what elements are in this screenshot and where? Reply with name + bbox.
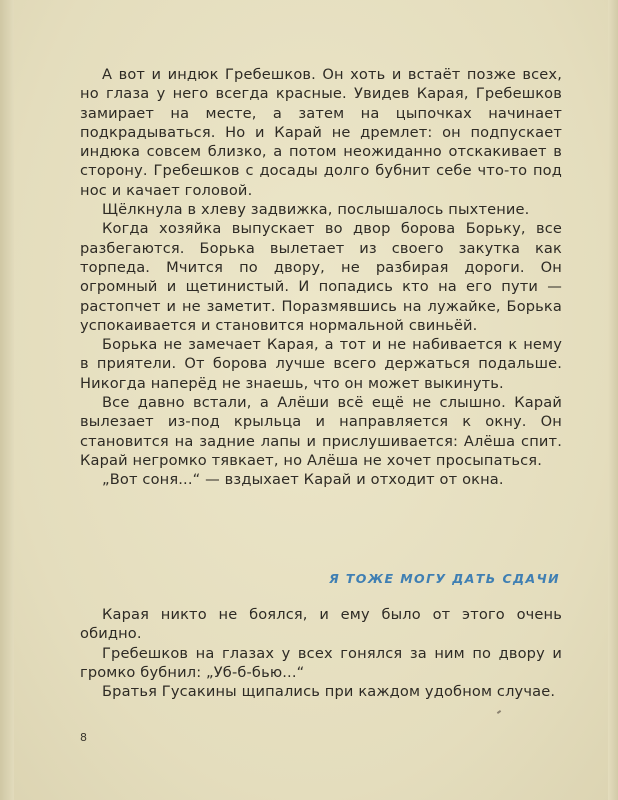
paragraph: Карая никто не боялся, и ему было от этого очень обидно.: [80, 606, 562, 643]
section-two-text: [80, 605, 562, 701]
paragraph: А вот и индюк Гребешков. Он хоть и встаёт позже всех, но глаза у него всегда красные. Увидев Карая, Гребешков замирает на месте, а затем на цыпочках начинает подкрадываться. Но и Карай не дремлет: он подпускает индюка совсем близко, а потом неожиданно отскакивает в сторону. Гребешков с досады долго бубнит себе что-то под нос и качает головой.: [80, 66, 562, 199]
paragraph: Щёлкнула в хлеву задвижка, послышалось пыхтение.: [102, 201, 530, 219]
paragraph: Когда хозяйка выпускает во двор борова Борьку, все разбегаются. Борька вылетает из своего закутка как торпеда. Мчится по двору, не разбирая дороги. Он огромный и щетинистый. И попадись кто на его пути — растопчет и не заметит. Поразмявшись на лужайке, Борька успокаивается и становится нормальной свиньёй.: [80, 220, 562, 334]
section-one-text: [80, 65, 562, 490]
paragraph: Братья Гусакины щипались при каждом удобном случае.: [102, 683, 556, 701]
chapter-heading: Я ТОЖЕ МОГУ ДАТЬ СДАЧИ: [329, 571, 560, 586]
page-spine-edge: [0, 0, 14, 800]
paragraph: Все давно встали, а Алёши всё ещё не слышно. Карай вылезает из-под крыльца и направляется к окну. Он становится на задние лапы и прислушивается: Алёша спит. Карай негромко тявкает, но Алёша не хочет просыпаться.: [80, 394, 562, 469]
page-number: 8: [80, 731, 87, 744]
page-binding-edge: [608, 0, 618, 800]
paper-speck: [497, 710, 501, 714]
paragraph: Борька не замечает Карая, а тот и не набивается к нему в приятели. От борова лучше всего держаться подальше. Никогда наперёд не знаешь, что он может выкинуть.: [80, 336, 562, 392]
paragraph: Гребешков на глазах у всех гонялся за ним по двору и громко бубнил: „Уб-б-бью...“: [80, 644, 562, 681]
paragraph: „Вот соня...“ — вздыхает Карай и отходит от окна.: [102, 471, 504, 489]
